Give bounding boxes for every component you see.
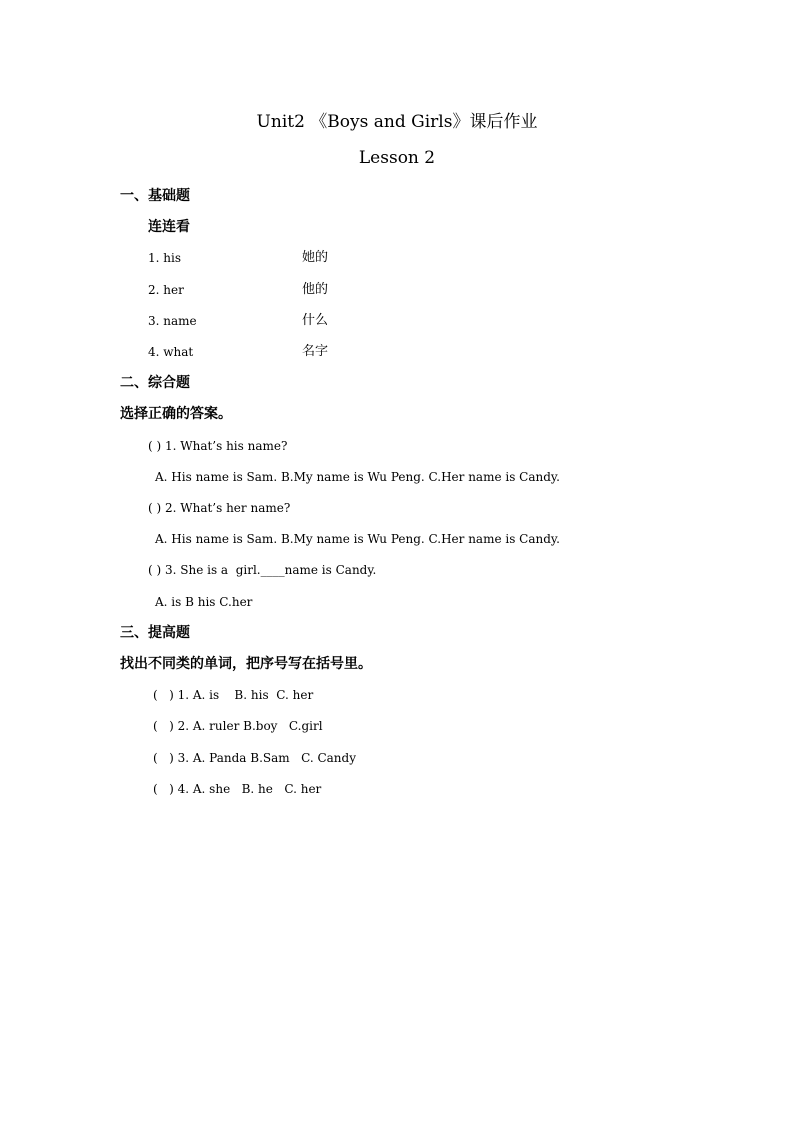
odd-one-out-3: ( ) 3. A. Panda B.Sam C. Candy [153,751,356,765]
match-english-4: 4. what [148,345,194,359]
odd-one-out-4: ( ) 4. A. she B. he C. her [153,782,322,796]
lesson-subtitle: Lesson 2 [358,148,436,168]
odd-one-out-1: ( ) 1. A. is B. his C. her [153,688,314,702]
match-english-2: 2. her [148,283,184,297]
match-chinese-3: 什么 [302,313,329,328]
question-2-options: A. His name is Sam. B.My name is Wu Peng. C.Her name is Candy. [155,532,560,546]
question-1-options: A. His name is Sam. B.My name is Wu Peng. C.Her name is Candy. [155,470,560,484]
question-3: ( ) 3. She is a girl.____name is Candy. [148,563,377,577]
match-english-1: 1. his [148,251,181,265]
section2-heading: 二、综合题 [120,375,190,391]
section3-instruction: 找出不同类的单词，把序号写在括号里。 [120,656,372,672]
section3-heading: 三、提高题 [120,625,190,641]
match-chinese-1: 她的 [302,250,329,265]
question-2: ( ) 2. What’s her name? [148,501,291,515]
section1-subheading: 连连看 [148,219,190,235]
match-english-3: 3. name [148,314,197,328]
page-title: Unit2 《Boys and Girls》课后作业 [256,112,538,132]
odd-one-out-2: ( ) 2. A. ruler B.boy C.girl [153,719,323,733]
question-1: ( ) 1. What’s his name? [148,439,288,453]
section2-instruction: 选择正确的答案。 [120,406,232,422]
match-chinese-4: 名字 [302,344,329,359]
section1-heading: 一、基础题 [120,188,190,204]
match-chinese-2: 他的 [302,282,329,297]
question-3-options: A. is B his C.her [155,595,253,609]
